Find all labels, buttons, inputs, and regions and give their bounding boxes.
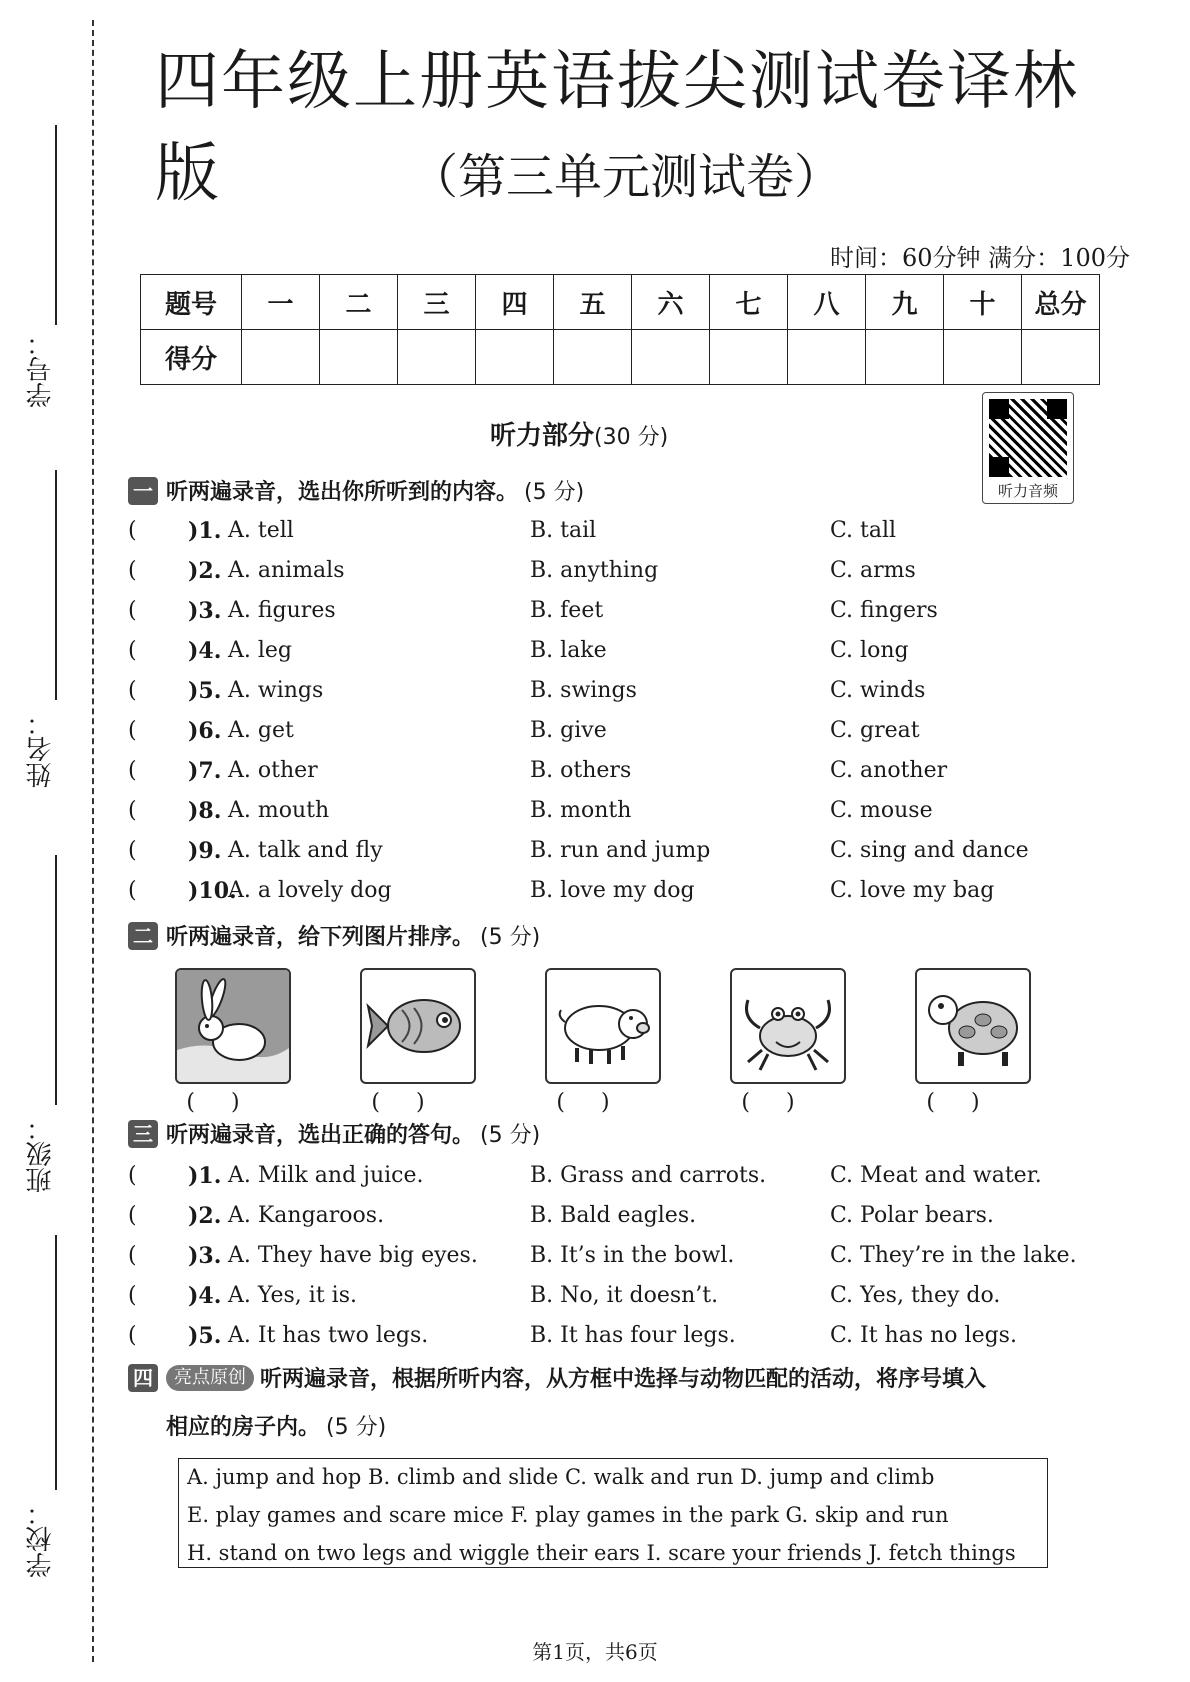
question-number: )6.	[188, 718, 222, 744]
score-blank[interactable]	[398, 330, 476, 385]
part1-instruction: 听两遍录音，选出你所听到的内容。	[166, 480, 519, 505]
pig-icon	[547, 970, 659, 1082]
option-a: A. They have big eyes.	[228, 1243, 478, 1268]
crab-icon	[732, 970, 844, 1082]
turtle-icon	[917, 970, 1029, 1082]
score-cell: 九	[866, 275, 944, 330]
score-blank[interactable]	[476, 330, 554, 385]
option-c: C. Yes, they do.	[830, 1283, 1001, 1308]
score-cell: 十	[944, 275, 1022, 330]
option-b: B. It’s in the bowl.	[530, 1243, 735, 1268]
turtle-picture	[915, 968, 1031, 1084]
page-title: 四年级上册英语拔尖测试卷译林版	[155, 45, 1079, 211]
picture-order-paren[interactable]: ()	[186, 1090, 276, 1115]
option-b: B. No, it doesn’t.	[530, 1283, 719, 1308]
option-a: A. other	[228, 758, 318, 783]
option-c: C. mouse	[830, 798, 933, 823]
part4-tag: 亮点原创	[166, 1365, 254, 1391]
answer-paren[interactable]: (	[128, 1243, 137, 1268]
score-row-label: 得分	[141, 330, 242, 385]
option-c: C. Polar bears.	[830, 1203, 994, 1228]
question-number: )3.	[188, 598, 222, 624]
score-cell: 七	[710, 275, 788, 330]
option-b: B. It has four legs.	[530, 1323, 736, 1348]
question-row	[128, 518, 1078, 548]
qr-code[interactable]	[982, 392, 1074, 504]
pig-picture	[545, 968, 661, 1084]
answer-paren[interactable]: (	[128, 1203, 137, 1228]
question-row	[128, 838, 1078, 868]
score-table-header-row	[141, 275, 1100, 330]
question-row	[128, 798, 1078, 828]
picture-order-paren[interactable]: ()	[926, 1090, 1016, 1115]
question-row	[128, 1243, 1078, 1273]
question-row	[128, 1323, 1078, 1353]
option-c: C. another	[830, 758, 948, 783]
listening-points: (30 分)	[594, 425, 669, 450]
option-b: B. others	[530, 758, 632, 783]
answer-paren[interactable]: (	[128, 678, 137, 703]
score-cell: 一	[242, 275, 320, 330]
question-number: )10.	[188, 878, 237, 904]
option-a: A. mouth	[228, 798, 330, 823]
part3-badge: 三	[128, 1120, 158, 1148]
question-row	[128, 1163, 1078, 1193]
part2-instruction: 听两遍录音，给下列图片排序。	[166, 925, 475, 950]
question-number: )8.	[188, 798, 222, 824]
option-c: C. love my bag	[830, 878, 995, 903]
score-blank[interactable]	[554, 330, 632, 385]
picture-order-paren[interactable]: ()	[556, 1090, 646, 1115]
score-table-score-row	[141, 330, 1100, 385]
fish-picture	[360, 968, 476, 1084]
student-id-blank	[55, 125, 57, 325]
listening-heading	[490, 415, 668, 452]
option-c: C. winds	[830, 678, 926, 703]
option-b: B. run and jump	[530, 838, 711, 863]
option-c: C. arms	[830, 558, 916, 583]
options-row: A. jump and hop B. climb and slide C. walk and run D. jump and climb	[187, 1465, 935, 1489]
option-a: A. wings	[228, 678, 324, 703]
name-blank	[55, 470, 57, 700]
answer-paren[interactable]: (	[128, 718, 137, 743]
score-blank[interactable]	[632, 330, 710, 385]
fish-icon	[362, 970, 474, 1082]
binding-dashed-line	[92, 20, 94, 1662]
part3-instruction: 听两遍录音，选出正确的答句。	[166, 1123, 475, 1148]
question-row	[128, 1283, 1078, 1313]
question-row	[128, 878, 1078, 908]
option-b: B. tail	[530, 518, 597, 543]
score-blank[interactable]	[1022, 330, 1100, 385]
option-b: B. love my dog	[530, 878, 695, 903]
score-blank[interactable]	[710, 330, 788, 385]
score-cell: 二	[320, 275, 398, 330]
option-b: B. Grass and carrots.	[530, 1163, 767, 1188]
option-c: C. fingers	[830, 598, 938, 623]
question-number: )3.	[188, 1243, 222, 1269]
part4-heading	[128, 1362, 986, 1393]
class-blank	[55, 855, 57, 1105]
part3-heading	[128, 1118, 540, 1149]
score-cell: 三	[398, 275, 476, 330]
question-row	[128, 718, 1078, 748]
student-id-label: 学号：	[26, 330, 56, 408]
option-b: B. month	[530, 798, 632, 823]
activity-options-box	[178, 1458, 1048, 1568]
class-label: 班级：	[26, 1115, 56, 1193]
option-c: C. Meat and water.	[830, 1163, 1042, 1188]
part2-heading	[128, 920, 540, 951]
option-c: C. long	[830, 638, 909, 663]
options-row: H. stand on two legs and wiggle their ears I. scare your friends J. fetch things	[187, 1541, 1016, 1565]
option-a: A. Milk and juice.	[228, 1163, 424, 1188]
answer-paren[interactable]: (	[128, 1283, 137, 1308]
option-a: A. figures	[228, 598, 336, 623]
score-blank[interactable]	[242, 330, 320, 385]
time-info: 时间：60分钟 满分：100分	[830, 244, 1130, 272]
option-a: A. tell	[228, 518, 294, 543]
option-a: A. talk and fly	[228, 838, 383, 863]
option-a: A. It has two legs.	[228, 1323, 429, 1348]
qr-code-icon	[989, 399, 1067, 477]
option-a: A. Kangaroos.	[228, 1203, 385, 1228]
part1-badge: 一	[128, 477, 158, 505]
part4-points: (5 分)	[326, 1415, 387, 1440]
score-blank[interactable]	[320, 330, 398, 385]
option-b: B. give	[530, 718, 607, 743]
crab-picture	[730, 968, 846, 1084]
score-blank[interactable]	[944, 330, 1022, 385]
picture-order-paren[interactable]: ()	[371, 1090, 461, 1115]
question-row	[128, 598, 1078, 628]
option-a: A. Yes, it is.	[228, 1283, 357, 1308]
question-number: )7.	[188, 758, 222, 784]
score-cell: 六	[632, 275, 710, 330]
part4-badge: 四	[128, 1364, 158, 1392]
score-cell: 五	[554, 275, 632, 330]
option-b: B. feet	[530, 598, 604, 623]
part4-heading-line2	[166, 1410, 386, 1441]
answer-paren[interactable]: (	[128, 878, 137, 903]
answer-paren[interactable]: (	[128, 558, 137, 583]
option-b: B. anything	[530, 558, 659, 583]
part3-points: (5 分)	[480, 1123, 541, 1148]
part2-points: (5 分)	[480, 925, 541, 950]
part1-heading	[128, 475, 584, 506]
option-c: C. great	[830, 718, 920, 743]
question-row	[128, 1203, 1078, 1233]
score-table	[140, 274, 1100, 385]
option-a: A. a lovely dog	[228, 878, 392, 903]
question-number: )5.	[188, 678, 222, 704]
question-number: )2.	[188, 1203, 222, 1229]
option-b: B. swings	[530, 678, 637, 703]
options-row: E. play games and scare mice F. play games in the park G. skip and run	[187, 1503, 949, 1527]
answer-paren[interactable]: (	[128, 638, 137, 663]
question-row	[128, 678, 1078, 708]
question-number: )1.	[188, 1163, 222, 1189]
school-label: 学校：	[26, 1500, 56, 1578]
question-row	[128, 638, 1078, 668]
part2-badge: 二	[128, 922, 158, 950]
rabbit-icon	[177, 970, 289, 1082]
option-c: C. They’re in the lake.	[830, 1243, 1077, 1268]
listening-heading-text: 听力部分	[490, 421, 595, 451]
school-blank	[55, 1235, 57, 1490]
name-label: 姓名：	[26, 710, 56, 788]
option-b: B. Bald eagles.	[530, 1203, 697, 1228]
option-a: A. animals	[228, 558, 345, 583]
answer-paren[interactable]: (	[128, 798, 137, 823]
part4-instruction-line2: 相应的房子内。	[166, 1415, 321, 1440]
answer-paren[interactable]: (	[128, 518, 137, 543]
score-cell: 四	[476, 275, 554, 330]
option-b: B. lake	[530, 638, 607, 663]
page-footer: 第1页，共6页	[532, 1640, 658, 1664]
answer-paren[interactable]: (	[128, 838, 137, 863]
option-c: C. It has no legs.	[830, 1323, 1017, 1348]
part4-instruction-line1: 听两遍录音，根据所听内容，从方框中选择与动物匹配的活动，将序号填入	[260, 1367, 987, 1392]
answer-paren[interactable]: (	[128, 598, 137, 623]
question-number: )5.	[188, 1323, 222, 1349]
question-number: )1.	[188, 518, 222, 544]
question-number: )9.	[188, 838, 222, 864]
option-c: C. sing and dance	[830, 838, 1029, 863]
question-row	[128, 758, 1078, 788]
option-c: C. tall	[830, 518, 897, 543]
score-blank[interactable]	[866, 330, 944, 385]
question-number: )4.	[188, 638, 222, 664]
question-number: )4.	[188, 1283, 222, 1309]
answer-paren[interactable]: (	[128, 1163, 137, 1188]
answer-paren[interactable]: (	[128, 1323, 137, 1348]
question-row	[128, 558, 1078, 588]
qr-caption: 听力音频	[997, 482, 1058, 500]
rabbit-picture	[175, 968, 291, 1084]
option-a: A. leg	[228, 638, 293, 663]
score-cell: 总分	[1022, 275, 1100, 330]
score-cell: 八	[788, 275, 866, 330]
score-cell: 题号	[141, 275, 242, 330]
question-number: )2.	[188, 558, 222, 584]
part1-points: (5 分)	[524, 480, 585, 505]
picture-order-paren[interactable]: ()	[741, 1090, 831, 1115]
option-a: A. get	[228, 718, 294, 743]
score-blank[interactable]	[788, 330, 866, 385]
page-subtitle: （第三单元测试卷）	[410, 149, 843, 205]
answer-paren[interactable]: (	[128, 758, 137, 783]
